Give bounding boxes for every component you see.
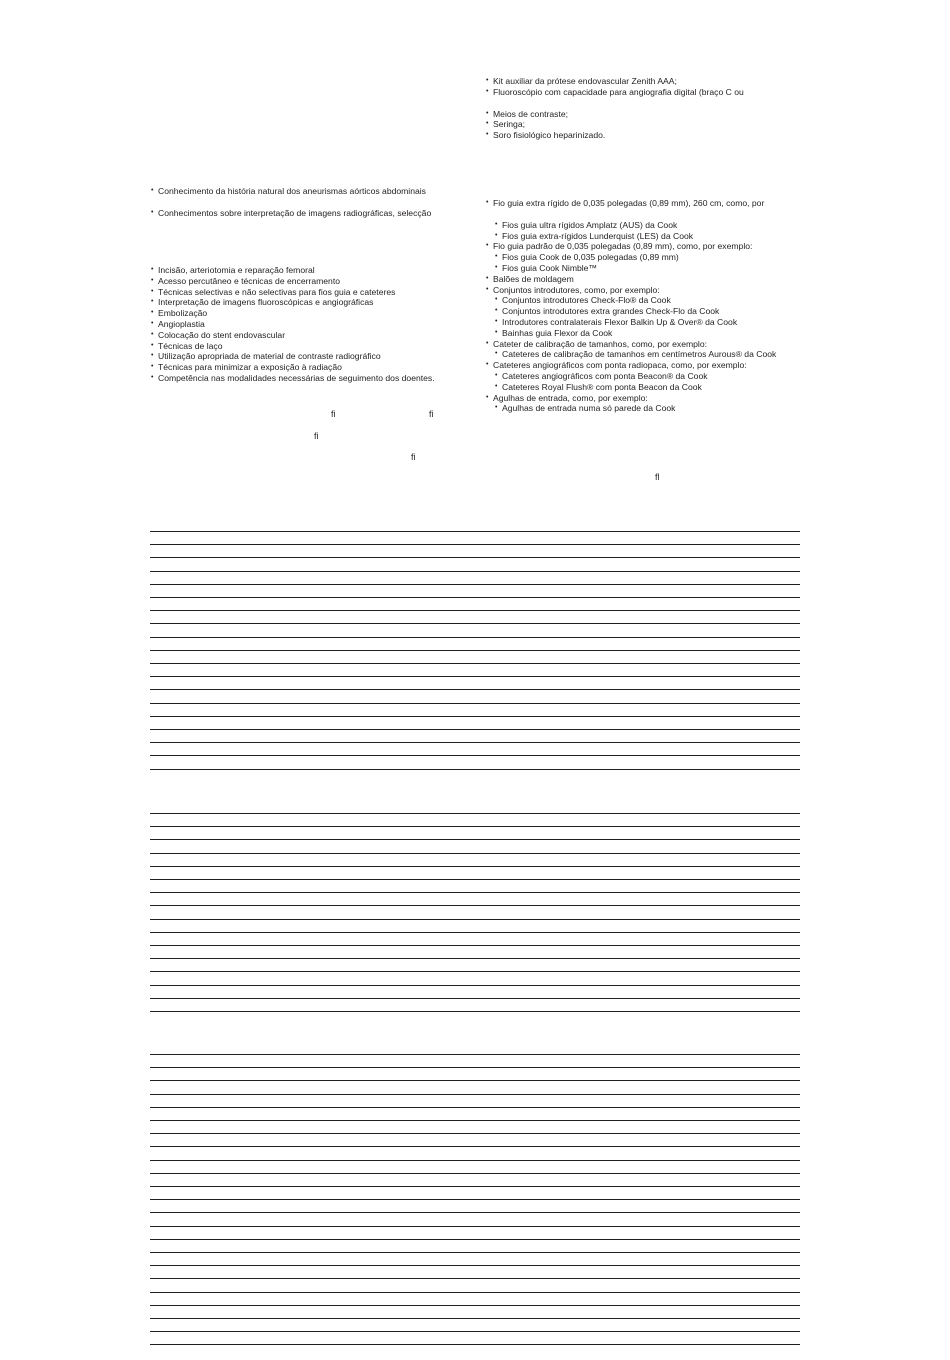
ligature-glyph: ﬂ: [655, 472, 660, 482]
ruled-line: [150, 1146, 800, 1147]
ruled-line: [150, 584, 800, 585]
list-item: • Balões de moldagem: [486, 274, 776, 285]
ligature-glyph: ﬁ: [314, 431, 319, 441]
ligature-glyph: ﬁ: [429, 409, 434, 419]
ruled-line: [150, 1305, 800, 1306]
ruled-line: [150, 879, 800, 880]
ruled-line: [150, 998, 800, 999]
list-item: • Agulhas de entrada, como, por exemplo:: [486, 393, 776, 404]
ruled-line: [150, 853, 800, 854]
ruled-line: [150, 839, 800, 840]
ruled-line: [150, 1186, 800, 1187]
ruled-line: [150, 663, 800, 664]
ruled-line: [150, 1278, 800, 1279]
ruled-line: [150, 729, 800, 730]
list-item: • Conhecimento da história natural dos aneurismas aórticos abdominais: [151, 186, 431, 197]
ruled-line: [150, 866, 800, 867]
list-item: • Conhecimentos sobre interpretação de imagens radiográficas, selecção: [151, 208, 431, 219]
ligature-glyph: ﬁ: [331, 409, 336, 419]
ruled-line: [150, 1331, 800, 1332]
ruled-line: [150, 1226, 800, 1227]
list-item: • Fios guia ultra rígidos Amplatz (AUS) da Cook: [486, 220, 776, 231]
ruled-line: [150, 703, 800, 704]
ruled-line: [150, 650, 800, 651]
ruled-line: [150, 597, 800, 598]
list-item: • Fio guia padrão de 0,035 polegadas (0,89 mm), como, por exemplo:: [486, 241, 776, 252]
ruled-line: [150, 905, 800, 906]
list-item: • Conjuntos introdutores extra grandes Check-Flo da Cook: [486, 306, 776, 317]
devices-list: [486, 198, 776, 414]
ruled-line: [150, 571, 800, 572]
list-item: • Agulhas de entrada numa só parede da Cook: [486, 403, 776, 414]
ruled-line: [150, 1344, 800, 1345]
list-item: • Cateteres angiográficos com ponta Beacon® da Cook: [486, 371, 776, 382]
ruled-line: [150, 1067, 800, 1068]
ruled-line: [150, 958, 800, 959]
ruled-line: [150, 531, 800, 532]
list-item: • Embolização: [151, 308, 435, 319]
ruled-line: [150, 1160, 800, 1161]
list-item: • Fluoroscópio com capacidade para angiografia digital (braço C ou: [486, 87, 744, 98]
ruled-line: [150, 1265, 800, 1266]
list-item: • Acesso percutâneo e técnicas de encerramento: [151, 276, 435, 287]
list-item: • Angioplastia: [151, 319, 435, 330]
list-item: • Fios guia extra-rígidos Lunderquist (LES) da Cook: [486, 231, 776, 242]
ruled-line: [150, 1133, 800, 1134]
ruled-line: [150, 971, 800, 972]
skills-list: [151, 265, 435, 384]
ruled-line: [150, 637, 800, 638]
ruled-line: [150, 676, 800, 677]
ruled-line: [150, 1318, 800, 1319]
list-item: • Competência nas modalidades necessárias de seguimento dos doentes.: [151, 373, 435, 384]
ruled-line: [150, 1120, 800, 1121]
ruled-line: [150, 945, 800, 946]
list-item: • Meios de contraste;: [486, 109, 744, 120]
ruled-line: [150, 892, 800, 893]
list-item: • Interpretação de imagens fluoroscópicas e angiográficas: [151, 297, 435, 308]
ruled-line: [150, 755, 800, 756]
list-item: • Colocação do stent endovascular: [151, 330, 435, 341]
list-item: • Incisão, arteriotomia e reparação femoral: [151, 265, 435, 276]
ruled-line: [150, 1011, 800, 1012]
ruled-line: [150, 1107, 800, 1108]
ruled-line: [150, 826, 800, 827]
ruled-line: [150, 769, 800, 770]
ruled-line: [150, 610, 800, 611]
ruled-line: [150, 1292, 800, 1293]
list-item: • Soro fisiológico heparinizado.: [486, 130, 744, 141]
list-item: • Fio guia extra rígido de 0,035 polegadas (0,89 mm), 260 cm, como, por: [486, 198, 776, 209]
list-item: • Kit auxiliar da prótese endovascular Zenith AAA;: [486, 76, 744, 87]
ruled-line: [150, 557, 800, 558]
knowledge-list: [151, 186, 431, 219]
ligature-glyph: ﬁ: [411, 452, 416, 462]
ruled-line: [150, 1054, 800, 1055]
list-item: • Técnicas de laço: [151, 341, 435, 352]
ruled-line: [150, 544, 800, 545]
list-item: • Técnicas selectivas e não selectivas para fios guia e cateteres: [151, 287, 435, 298]
ruled-line: [150, 689, 800, 690]
ruled-line: [150, 1080, 800, 1081]
list-item: • Cateteres angiográficos com ponta radiopaca, como, por exemplo:: [486, 360, 776, 371]
list-item: • Bainhas guia Flexor da Cook: [486, 328, 776, 339]
list-item: • Conjuntos introdutores Check-Flo® da Cook: [486, 295, 776, 306]
ruled-line: [150, 1252, 800, 1253]
list-item: • Utilização apropriada de material de contraste radiográfico: [151, 351, 435, 362]
ruled-line: [150, 919, 800, 920]
materials-list: [486, 76, 744, 141]
ruled-line: [150, 716, 800, 717]
list-item: • Técnicas para minimizar a exposição à radiação: [151, 362, 435, 373]
list-item: • Conjuntos introdutores, como, por exemplo:: [486, 285, 776, 296]
ruled-line: [150, 932, 800, 933]
ruled-line: [150, 1094, 800, 1095]
list-item: • Cateteres de calibração de tamanhos em centímetros Aurous® da Cook: [486, 349, 776, 360]
ruled-line: [150, 1239, 800, 1240]
list-item: • Seringa;: [486, 119, 744, 130]
ruled-line: [150, 623, 800, 624]
ruled-line: [150, 1199, 800, 1200]
list-item: • Fios guia Cook Nimble™: [486, 263, 776, 274]
list-item: • Cateter de calibração de tamanhos, como, por exemplo:: [486, 339, 776, 350]
ruled-line: [150, 742, 800, 743]
list-item: • Cateteres Royal Flush® com ponta Beacon da Cook: [486, 382, 776, 393]
list-item: • Fios guia Cook de 0,035 polegadas (0,89 mm): [486, 252, 776, 263]
ruled-line: [150, 985, 800, 986]
ruled-line: [150, 813, 800, 814]
list-item: • Introdutores contralaterais Flexor Balkin Up & Over® da Cook: [486, 317, 776, 328]
ruled-line: [150, 1173, 800, 1174]
ruled-line: [150, 1212, 800, 1213]
